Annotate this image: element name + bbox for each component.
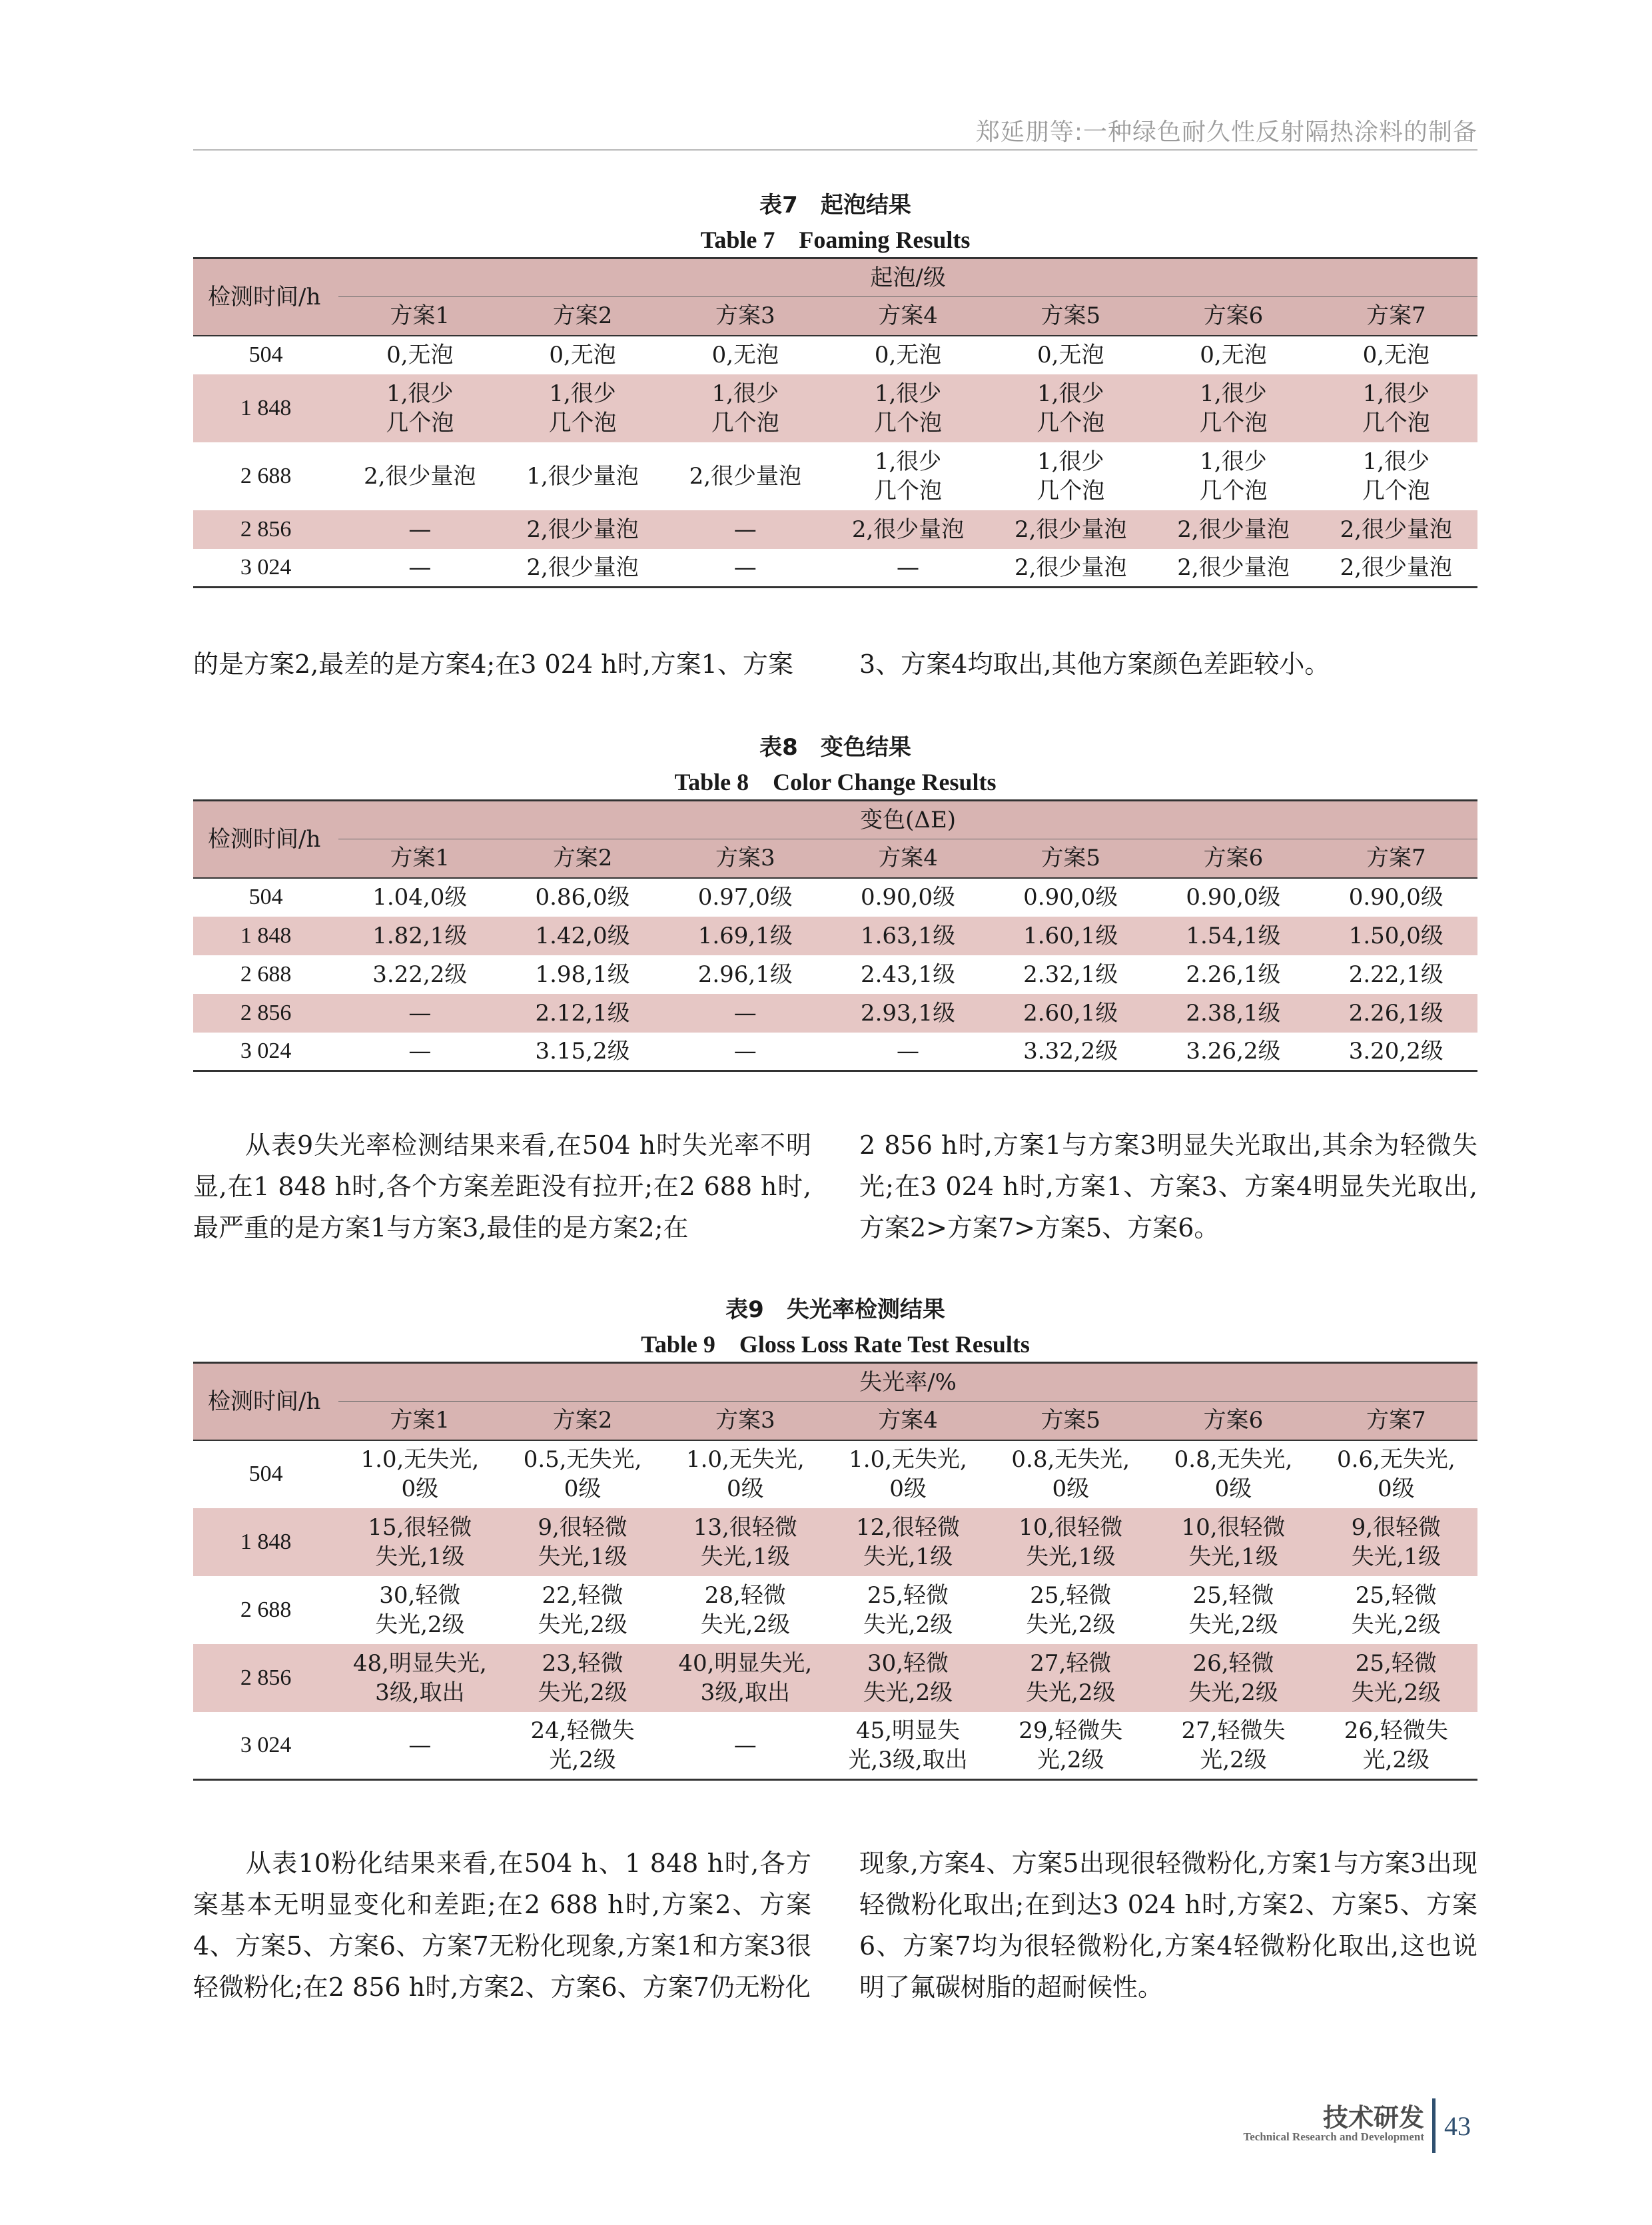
result-cell: 30,轻微 失光,2级	[827, 1644, 989, 1712]
result-cell: 0.8,无失光, 0级	[1011, 1446, 1130, 1502]
plan-column-header: 方案4	[827, 297, 989, 336]
group-header: 失光率/%	[338, 1363, 1477, 1402]
time-cell: 3 024	[240, 1038, 292, 1063]
result-cell: 2.22,1级	[1348, 961, 1444, 988]
result-cell: 1,很少 几个泡	[827, 374, 989, 442]
result-cell: 1.50,0级	[1315, 917, 1477, 955]
table-row	[193, 1033, 1477, 1071]
result-cell: 2,很少量泡	[827, 510, 989, 549]
result-cell: 0.86,0级	[535, 884, 630, 911]
table-row	[193, 442, 1477, 510]
result-cell: 9,很轻微 失光,1级	[501, 1508, 663, 1576]
plan-column-header: 方案1	[338, 1402, 501, 1440]
result-cell: 29,轻微失 光,2级	[1019, 1717, 1123, 1773]
time-cell: 3 024	[240, 1732, 292, 1757]
table-row	[193, 1440, 1477, 1508]
result-cell: 2,很少量泡	[1177, 554, 1290, 581]
result-cell: 1,很少 几个泡	[1315, 374, 1477, 442]
time-cell: 1 848	[193, 1508, 338, 1576]
result-cell: 1,很少 几个泡	[1036, 448, 1105, 504]
result-cell: 2,很少量泡	[1315, 510, 1477, 549]
header-rule	[193, 149, 1477, 151]
result-cell: —	[897, 554, 920, 581]
time-cell: 2 688	[240, 1597, 292, 1622]
result-cell: 1.54,1级	[1152, 917, 1314, 955]
result-cell: 10,很轻微 失光,1级	[1152, 1508, 1314, 1576]
result-cell: 0.6,无失光, 0级	[1336, 1446, 1455, 1502]
gloss-loss-results-table	[193, 1362, 1477, 1781]
time-cell: 2 856	[193, 1644, 338, 1712]
footer-divider	[1432, 2098, 1436, 2153]
result-cell: 45,明显失 光,3级,取出	[848, 1717, 968, 1773]
result-cell: 2,很少量泡	[689, 462, 802, 490]
result-cell: 0,无泡	[386, 342, 454, 368]
result-cell: 1,很少 几个泡	[874, 448, 943, 504]
result-cell: 1,很少 几个泡	[1199, 448, 1268, 504]
result-cell: 1,很少 几个泡	[1152, 374, 1314, 442]
table9-caption	[193, 1292, 1477, 1362]
result-cell: —	[338, 510, 501, 549]
plan-column-header: 方案4	[827, 1402, 989, 1440]
foaming-results-table	[193, 257, 1477, 588]
result-cell: 25,轻微 失光,2级	[1315, 1644, 1477, 1712]
table-row	[193, 1508, 1477, 1576]
plan-column-header: 方案5	[989, 1402, 1152, 1440]
result-cell: 3.20,2级	[1348, 1037, 1444, 1065]
result-cell: 26,轻微失 光,2级	[1344, 1717, 1448, 1773]
result-cell: 23,轻微 失光,2级	[501, 1644, 663, 1712]
paragraph-3-left: 从表10粉化结果来看,在504 h、1 848 h时,各方案基本无明显变化和差距;在2 688 h时,方案2、方案4、方案5、方案6、方案7无粉化现象,方案1和方案3很轻微粉化;在2 856 h时,方案2、方案6、方案7仍无粉化	[193, 1849, 811, 2002]
result-cell: —	[733, 1037, 757, 1065]
group-header: 变色(ΔE)	[338, 801, 1477, 839]
result-cell: 3.26,2级	[1186, 1037, 1281, 1065]
header-row	[193, 1363, 1477, 1402]
result-cell: —	[664, 994, 827, 1033]
result-cell: 1.42,0级	[501, 917, 663, 955]
table7-title-cn: 表7 起泡结果	[759, 192, 911, 219]
result-cell: 13,很轻微 失光,1级	[664, 1508, 827, 1576]
time-cell: 504	[248, 342, 283, 367]
plan-column-header: 方案6	[1152, 1402, 1314, 1440]
result-cell: 24,轻微失 光,2级	[530, 1717, 635, 1773]
result-cell: 2.38,1级	[1152, 994, 1314, 1033]
running-title: 郑延朋等:一种绿色耐久性反射隔热涂料的制备	[975, 119, 1477, 146]
result-cell: 25,轻微 失光,2级	[1351, 1581, 1442, 1638]
plan-column-header: 方案7	[1315, 839, 1477, 878]
result-cell: 1.69,1级	[664, 917, 827, 955]
table-row	[193, 994, 1477, 1033]
result-cell: 1,很少 几个泡	[1362, 448, 1430, 504]
result-cell: —	[338, 994, 501, 1033]
paragraph-3-right: 现象,方案4、方案5出现很轻微粉化,方案1与方案3出现轻微粉化取出;在到达3 024 h时,方案2、方案5、方案6、方案7均为很轻微粉化,方案4轻微粉化取出,这也说明了氟碳树脂的超耐候性。	[859, 1849, 1477, 2002]
result-cell: 2,很少量泡	[1152, 510, 1314, 549]
header-row	[193, 801, 1477, 839]
table8-caption	[193, 730, 1477, 799]
plan-column-header: 方案5	[989, 297, 1152, 336]
result-cell: 9,很轻微 失光,1级	[1315, 1508, 1477, 1576]
color-change-results-table	[193, 799, 1477, 1072]
plan-column-header: 方案1	[338, 839, 501, 878]
plan-column-header: 方案6	[1152, 297, 1314, 336]
time-column-header: 检测时间/h	[193, 1363, 338, 1440]
table-row	[193, 549, 1477, 588]
result-cell: 27,轻微 失光,2级	[989, 1644, 1152, 1712]
plan-column-header: 方案7	[1315, 1402, 1477, 1440]
table8-title-en: Table 8 Color Change Results	[674, 769, 997, 795]
result-cell: 30,轻微 失光,2级	[375, 1581, 465, 1638]
result-cell: 0,无泡	[711, 342, 779, 368]
result-cell: 1.0,无失光, 0级	[685, 1446, 805, 1502]
result-cell: 27,轻微失 光,2级	[1181, 1717, 1286, 1773]
plan-column-header: 方案3	[664, 297, 827, 336]
result-cell: 28,轻微 失光,2级	[700, 1581, 791, 1638]
result-cell: 2,很少量泡	[526, 554, 639, 581]
paragraph-1-left: 的是方案2,最差的是方案4;在3 024 h时,方案1、方案	[193, 650, 793, 679]
result-cell: 2,很少量泡	[501, 510, 663, 549]
result-cell: 2.96,1级	[697, 961, 793, 988]
paragraph-1-right: 3、方案4均取出,其他方案颜色差距较小。	[859, 650, 1330, 679]
result-cell: 2,很少量泡	[989, 510, 1152, 549]
result-cell: 1,很少 几个泡	[664, 374, 827, 442]
result-cell: 25,轻微 失光,2级	[1026, 1581, 1116, 1638]
result-cell: 22,轻微 失光,2级	[538, 1581, 627, 1638]
result-cell: —	[408, 1037, 432, 1065]
result-cell: 2.26,1级	[1186, 961, 1281, 988]
result-cell: 1,很少 几个泡	[338, 374, 501, 442]
plan-column-header: 方案2	[501, 839, 663, 878]
result-cell: —	[897, 1037, 920, 1065]
plan-column-header: 方案2	[501, 297, 663, 336]
paragraph-2-left: 从表9失光率检测结果来看,在504 h时失光率不明显,在1 848 h时,各个方案差距没有拉开;在2 688 h时,最严重的是方案1与方案3,最佳的是方案2;在	[193, 1130, 811, 1242]
paragraph-2-right: 2 856 h时,方案1与方案3明显失光取出,其余为轻微失光;在3 024 h时,方案1、方案3、方案4明显失光取出,方案2>方案7>方案5、方案6。	[859, 1130, 1477, 1242]
time-cell: 2 856	[193, 994, 338, 1033]
result-cell: 1.82,1级	[338, 917, 501, 955]
footer-section-en: Technical Research and Development	[1243, 2130, 1424, 2143]
time-cell: 2 688	[240, 463, 292, 488]
plan-column-header: 方案4	[827, 839, 989, 878]
result-cell: 40,明显失光, 3级,取出	[664, 1644, 827, 1712]
result-cell: 1.04,0级	[372, 884, 468, 911]
table7-caption	[193, 188, 1477, 257]
result-cell: 2.60,1级	[989, 994, 1152, 1033]
table-row	[193, 1644, 1477, 1712]
table-row	[193, 374, 1477, 442]
plan-column-header: 方案5	[989, 839, 1152, 878]
result-cell: 2.32,1级	[1023, 961, 1118, 988]
result-cell: 1.63,1级	[827, 917, 989, 955]
time-column-header: 检测时间/h	[193, 801, 338, 878]
table-row	[193, 1576, 1477, 1644]
result-cell: 2,很少量泡	[1340, 554, 1453, 581]
result-cell: 15,很轻微 失光,1级	[338, 1508, 501, 1576]
result-cell: 12,很轻微 失光,1级	[827, 1508, 989, 1576]
time-cell: 504	[248, 1462, 283, 1486]
result-cell: 0,无泡	[1037, 342, 1104, 368]
plan-column-header: 方案2	[501, 1402, 663, 1440]
time-cell: 1 848	[193, 917, 338, 955]
result-cell: 0.5,无失光, 0级	[523, 1446, 642, 1502]
header-row	[193, 258, 1477, 297]
page-number: 43	[1444, 2111, 1471, 2141]
time-cell: 1 848	[193, 374, 338, 442]
plan-column-header: 方案3	[664, 839, 827, 878]
table-row	[193, 336, 1477, 374]
result-cell: 1.60,1级	[989, 917, 1152, 955]
result-cell: 0,无泡	[874, 342, 942, 368]
result-cell: 25,轻微 失光,2级	[863, 1581, 953, 1638]
time-cell: 3 024	[240, 554, 292, 580]
table-row	[193, 878, 1477, 917]
result-cell: 1.98,1级	[535, 961, 630, 988]
result-cell: 1,很少 几个泡	[501, 374, 663, 442]
table-row	[193, 510, 1477, 549]
result-cell: 2,很少量泡	[364, 462, 476, 490]
table7-title-en: Table 7 Foaming Results	[700, 226, 971, 253]
table9-title-en: Table 9 Gloss Loss Rate Test Results	[641, 1331, 1030, 1358]
plan-column-header: 方案7	[1315, 297, 1477, 336]
result-cell: 2.43,1级	[860, 961, 956, 988]
table9-title-cn: 表9 失光率检测结果	[725, 1296, 945, 1323]
table-row	[193, 955, 1477, 994]
result-cell: 0.90,0级	[1186, 884, 1281, 911]
result-cell: —	[733, 1731, 757, 1759]
table-row	[193, 917, 1477, 955]
result-cell: 1.0,无失光, 0级	[849, 1446, 967, 1502]
plan-header-row	[193, 297, 1477, 336]
result-cell: —	[408, 554, 432, 581]
result-cell: 2.93,1级	[827, 994, 989, 1033]
result-cell: —	[733, 554, 757, 581]
result-cell: 1.0,无失光, 0级	[360, 1446, 480, 1502]
result-cell: 26,轻微 失光,2级	[1152, 1644, 1314, 1712]
plan-column-header: 方案1	[338, 297, 501, 336]
result-cell: 2,很少量泡	[1015, 554, 1127, 581]
result-cell: 1,很少量泡	[526, 462, 639, 490]
result-cell: 0.90,0级	[1023, 884, 1118, 911]
time-cell: 2 688	[240, 961, 292, 987]
result-cell: 0,无泡	[1200, 342, 1267, 368]
result-cell: 0.90,0级	[1348, 884, 1444, 911]
time-cell: 504	[248, 885, 283, 909]
result-cell: 1,很少 几个泡	[989, 374, 1152, 442]
plan-column-header: 方案3	[664, 1402, 827, 1440]
time-column-header: 检测时间/h	[193, 258, 338, 336]
result-cell: 3.22,2级	[372, 961, 468, 988]
result-cell: 0.97,0级	[697, 884, 793, 911]
footer-section-cn: 技术研发	[1322, 2103, 1424, 2132]
table-row	[193, 1712, 1477, 1780]
plan-column-header: 方案6	[1152, 839, 1314, 878]
table8-title-cn: 表8 变色结果	[759, 734, 911, 761]
result-cell: 10,很轻微 失光,1级	[989, 1508, 1152, 1576]
result-cell: 48,明显失光, 3级,取出	[338, 1644, 501, 1712]
result-cell: 0.90,0级	[860, 884, 956, 911]
result-cell: —	[408, 1731, 432, 1759]
result-cell: 0.8,无失光, 0级	[1174, 1446, 1293, 1502]
group-header: 起泡/级	[338, 258, 1477, 297]
result-cell: 3.15,2级	[535, 1037, 630, 1065]
result-cell: 3.32,2级	[1023, 1037, 1118, 1065]
plan-header-row	[193, 839, 1477, 878]
result-cell: 2.26,1级	[1315, 994, 1477, 1033]
result-cell: 2.12,1级	[501, 994, 663, 1033]
time-cell: 2 856	[193, 510, 338, 549]
result-cell: 0,无泡	[1362, 342, 1430, 368]
result-cell: 0,无泡	[549, 342, 616, 368]
plan-header-row	[193, 1402, 1477, 1440]
result-cell: 25,轻微 失光,2级	[1188, 1581, 1278, 1638]
result-cell: —	[664, 510, 827, 549]
